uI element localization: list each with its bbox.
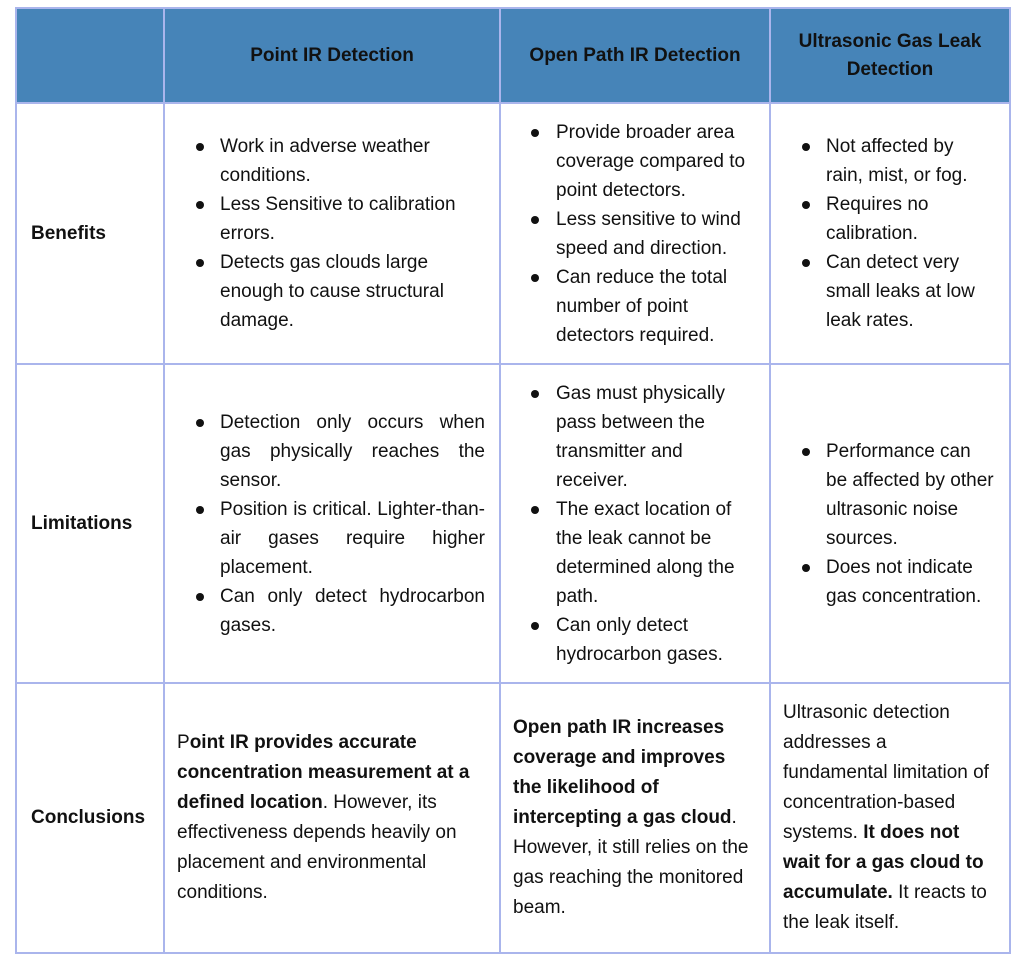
list-item: Provide broader area coverage compared to point detectors. — [501, 118, 769, 205]
conclusion-text: . However, it still relies on the gas reaching the monitored beam. — [513, 807, 749, 918]
benefits-open-path-list — [501, 118, 769, 350]
header-empty — [16, 8, 164, 103]
list-item: Can detect very small leaks at low leak rates. — [771, 248, 1009, 335]
header-row — [16, 8, 1010, 103]
list-item: Can only detect hydrocarbon gases. — [165, 582, 499, 640]
list-item: Can reduce the total number of point detectors required. — [501, 263, 769, 350]
list-item: Can only detect hydrocarbon gases. — [501, 611, 769, 669]
row-label-conclusions: Conclusions — [16, 683, 164, 953]
conclusion-bold-text: oint IR provides accurate concentration measurement at a defined location — [177, 732, 470, 813]
header-open-path-ir: Open Path IR Detection — [500, 8, 770, 103]
list-item: Work in adverse weather conditions. — [165, 132, 499, 190]
benefits-ultrasonic — [770, 103, 1010, 364]
benefits-row — [16, 103, 1010, 364]
limitations-row — [16, 364, 1010, 683]
conclusion-open-path — [500, 683, 770, 953]
limitations-ultrasonic-list — [771, 437, 1009, 611]
list-item: Gas must physically pass between the transmitter and receiver. — [501, 379, 769, 495]
conclusions-row — [16, 683, 1010, 953]
row-label-limitations: Limitations — [16, 364, 164, 683]
conclusion-text: Ultrasonic detection addresses a fundamental limitation of concentration-based systems. — [783, 702, 989, 843]
list-item: The exact location of the leak cannot be determined along the path. — [501, 495, 769, 611]
list-item: Less sensitive to wind speed and direction. — [501, 205, 769, 263]
list-item: Requires no calibration. — [771, 190, 1009, 248]
limitations-open-path-list — [501, 379, 769, 669]
conclusion-text: P — [177, 732, 190, 753]
list-item: Less Sensitive to calibration errors. — [165, 190, 499, 248]
list-item: Detection only occurs when gas physically reaches the sensor. — [165, 408, 499, 495]
benefits-ultrasonic-list — [771, 132, 1009, 335]
list-item: Detects gas clouds large enough to cause structural damage. — [165, 248, 499, 335]
conclusion-text: . However, its effectiveness depends heavily on placement and environmental conditions. — [177, 792, 457, 903]
list-item: Not affected by rain, mist, or fog. — [771, 132, 1009, 190]
benefits-point-ir-list — [165, 132, 499, 335]
comparison-table — [15, 7, 1011, 954]
limitations-ultrasonic — [770, 364, 1010, 683]
limitations-open-path — [500, 364, 770, 683]
conclusion-text: It reacts to the leak itself. — [783, 882, 987, 933]
conclusion-bold-text: Open path IR increases coverage and improves the likelihood of intercepting a gas cloud — [513, 717, 732, 828]
list-item: Performance can be affected by other ultrasonic noise sources. — [771, 437, 1009, 553]
conclusion-bold-text: It does not wait for a gas cloud to accumulate. — [783, 822, 984, 903]
list-item: Does not indicate gas concentration. — [771, 553, 1009, 611]
list-item: Position is critical. Lighter-than-air gases require higher placement. — [165, 495, 499, 582]
limitations-point-ir — [164, 364, 500, 683]
benefits-point-ir — [164, 103, 500, 364]
benefits-open-path — [500, 103, 770, 364]
row-label-benefits: Benefits — [16, 103, 164, 364]
header-point-ir: Point IR Detection — [164, 8, 500, 103]
header-ultrasonic: Ultrasonic Gas Leak Detection — [770, 8, 1010, 103]
conclusion-ultrasonic — [770, 683, 1010, 953]
conclusion-point-ir — [164, 683, 500, 953]
limitations-point-ir-list — [165, 408, 499, 640]
